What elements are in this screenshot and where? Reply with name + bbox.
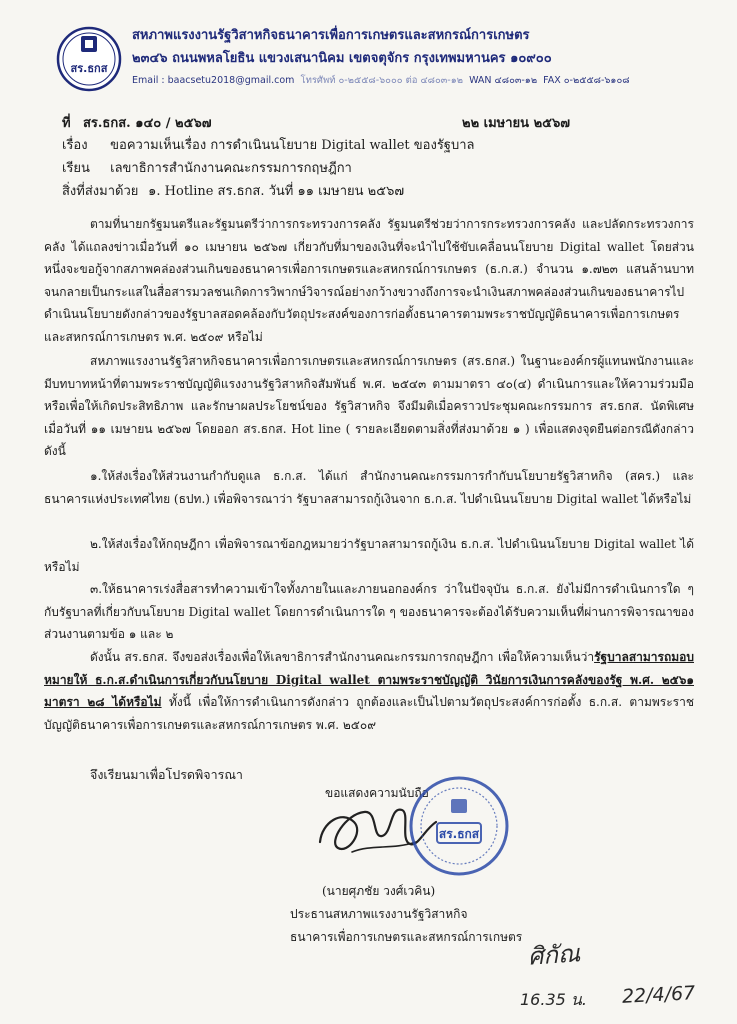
subject-label: เรื่อง bbox=[62, 138, 88, 153]
body-paragraph-3: ๑.ให้ส่งเรื่องให้ส่วนงานกำกับดูแล ธ.ก.ส. ได้แก่ สำนักงานคณะกรรมการกำกับนโยบายรัฐวิสาหกิจ (สคร.) และธนาคารแห่งประเทศไทย (ธปท.) เพื่อพิจารณาว่า รัฐบาลสามารถกู้เงินจาก ธ.ก.ส. ไปดำเนินนโยบาย Digital wallet ได้หรือไม่ bbox=[44, 469, 694, 506]
enclosure-text: ๑. Hotline สร.ธกส. วันที่ ๑๑ เมษายน ๒๕๖๗ bbox=[148, 184, 405, 199]
body-paragraph-4: ๒.ให้ส่งเรื่องให้กฤษฎีกา เพื่อพิจารณาข้อกฎหมายว่ารัฐบาลสามารถกู้เงิน ธ.ก.ส. ไปดำเนินนโยบาย Digital wallet ได้หรือไม่ bbox=[44, 537, 694, 574]
signer-name: (นายศุภชัย วงศ์เวคิน) bbox=[322, 884, 436, 898]
body-paragraph-6: ดังนั้น สร.ธกส. จึงขอส่งเรื่องเพื่อให้เลขาธิการสำนักงานคณะกรรมการกฤษฎีกา เพื่อให้ความเห็นว่ารัฐบาลสามารถมอบหมายให้ ธ.ก.ส.ดำเนินการเกี่ยวกับนโยบาย Digital wallet ตามพระราชบัญญัติ วินัยการเงินการคลังของรัฐ พ.ศ. ๒๕๖๑ มาตรา ๒๘ ได้หรือไม่ ทั้งนี้ เพื่อให้การดำเนินการดังกล่าว ถูกต้องและเป็นไปตามวัตถุประสงค์การก่อตั้ง ธ.ก.ส. ตามพระราชบัญญัติธนาคารเพื่อการเกษตรและสหกรณ์การเกษตร พ.ศ. ๒๕๐๙ bbox=[44, 650, 694, 732]
memo-number-label: ที่ bbox=[62, 116, 71, 131]
union-logo bbox=[56, 26, 122, 92]
body-paragraph-5: ๓.ให้ธนาคารเร่งสื่อสารทำความเข้าใจทั้งภายในและภายนอกองค์กร ว่าในปัจจุบัน ธ.ก.ส. ยังไม่มีการดำเนินการใด ๆ กับรัฐบาลที่เกี่ยวกับนโยบาย Digital wallet โดยการดำเนินการใด ๆ ของธนาคารจะต้องได้รับความเห็นที่ผ่านการพิจารณาของส่วนงานตามข้อ ๑ และ ๒ bbox=[44, 582, 694, 641]
logo-text: สร.ธกส bbox=[70, 62, 108, 75]
email-label: Email : bbox=[132, 75, 165, 86]
closing-line: จึงเรียนมาเพื่อโปรดพิจารณา bbox=[90, 767, 243, 782]
union-seal bbox=[408, 775, 510, 877]
subject-row bbox=[62, 134, 475, 155]
email-address: baacsetu2018@gmail.com bbox=[167, 75, 295, 86]
org-contact bbox=[132, 73, 630, 88]
memo-date: ๒๒ เมษายน ๒๕๖๗ bbox=[462, 116, 571, 131]
seal-text: สร.ธกส bbox=[438, 827, 480, 841]
recipient-text: เลขาธิการสำนักงานคณะกรรมการกฤษฎีกา bbox=[110, 161, 352, 176]
body-paragraph-2: สหภาพแรงงานรัฐวิสาหกิจธนาคารเพื่อการเกษตรและสหกรณ์การเกษตร (สร.ธกส.) ในฐานะองค์กรผู้แทนพนักงานและมีบทบาทหน้าที่ตามพระราชบัญญัติแรงงานรัฐวิสาหกิจสัมพันธ์ พ.ศ. ๒๕๔๓ ตามมาตรา ๔๐(๔) ดำเนินการและให้ความร่วมมือหรือเพื่อให้เกิดประสิทธิภาพ และรักษาผลประโยชน์ของ รัฐวิสาหกิจ จึงมีมติเมื่อคราวประชุมคณะกรรมการ สร.ธกส. นัดพิเศษเมื่อวันที่ ๑๑ เมษายน ๒๕๖๗ โดยออก สร.ธกส. Hot line ( รายละเอียดตามสิ่งที่ส่งมาด้วย ๑ ) เพื่อแสดงจุดยืนต่อกรณีดังกล่าว ดังนี้ bbox=[44, 354, 694, 458]
org-name: สหภาพแรงงานรัฐวิสาหกิจธนาคารเพื่อการเกษตรและสหกรณ์การเกษตร bbox=[132, 28, 530, 43]
fax-info: FAX ๐-๒๕๕๘-๖๑๐๘ bbox=[543, 75, 630, 86]
memo-number-row bbox=[62, 112, 211, 133]
memo-number: สร.ธกส. ๑๔๐ / ๒๕๖๗ bbox=[82, 116, 212, 131]
signer-title-2: ธนาคารเพื่อการเกษตรและสหกรณ์การเกษตร bbox=[290, 930, 523, 944]
org-address: ๒๓๔๖ ถนนพหลโยธิน แขวงเสนานิคม เขตจตุจักร กรุงเทพมหานคร ๑๐๙๐๐ bbox=[132, 51, 552, 66]
phone-info: โทรศัพท์ ๐-๒๕๕๘-๖๐๐๐ ต่อ ๔๘๐๓-๑๒ bbox=[300, 75, 464, 86]
recipient-row bbox=[62, 157, 352, 178]
subject-text: ขอความเห็นเรื่อง การดำเนินนโยบาย Digital wallet ของรัฐบาล bbox=[110, 138, 475, 153]
wan-info: WAN ๔๘๐๓-๑๒ bbox=[469, 75, 538, 86]
underlined-question: รัฐบาลสามารถมอบหมายให้ ธ.ก.ส.ดำเนินการเกี่ยวกับนโยบาย Digital wallet ตามพระราชบัญญัติ วินัยการเงินการคลังของรัฐ พ.ศ. ๒๕๖๑ มาตรา ๒๘ ได้หรือไม่ bbox=[44, 650, 694, 709]
receipt-date: 22/4/67 bbox=[621, 982, 696, 1008]
receipt-signature: ศิกัณ bbox=[527, 939, 581, 971]
enclosure-row bbox=[62, 180, 404, 201]
body-paragraph-1: ตามที่นายกรัฐมนตรีและรัฐมนตรีว่าการกระทรวงการคลัง รัฐมนตรีช่วยว่าการกระทรวงการคลัง และปลัดกระทรวงการคลัง ได้แถลงข่าวเมื่อวันที่ ๑๐ เมษายน ๒๕๖๗ เกี่ยวกับที่มาของเงินที่จะนำไปใช้ขับเคลื่อนนโยบาย Digital wallet โดยส่วนหนึ่งจะขอกู้จากสภาพคล่องส่วนเกินของธนาคารเพื่อการเกษตรและสหกรณ์การเกษตร (ธ.ก.ส.) จำนวน ๑.๗๒๓ แสนล้านบาท จนกลายเป็นกระแสในสื่อสารมวลชนเกิดการวิพากษ์วิจารณ์อย่างกว้างขวางถึงการจะนำเงินสภาพคล่องส่วนเกินของธนาคารไปดำเนินนโยบายดังกล่าวของรัฐบาลสอดคล้องกับวัตถุประสงค์ของการก่อตั้งธนาคารตามพระราชบัญญัติธนาคารเพื่อการเกษตรและสหกรณ์การเกษตร พ.ศ. ๒๕๐๙ หรือไม่ bbox=[44, 217, 694, 344]
regards-line: ขอแสดงความนับถือ bbox=[325, 786, 429, 800]
receipt-time: 16.35 น. bbox=[520, 990, 587, 1009]
enclosure-label: สิ่งที่ส่งมาด้วย bbox=[62, 184, 139, 199]
recipient-label: เรียน bbox=[62, 161, 90, 176]
signer-title-1: ประธานสหภาพแรงงานรัฐวิสาหกิจ bbox=[290, 907, 468, 921]
